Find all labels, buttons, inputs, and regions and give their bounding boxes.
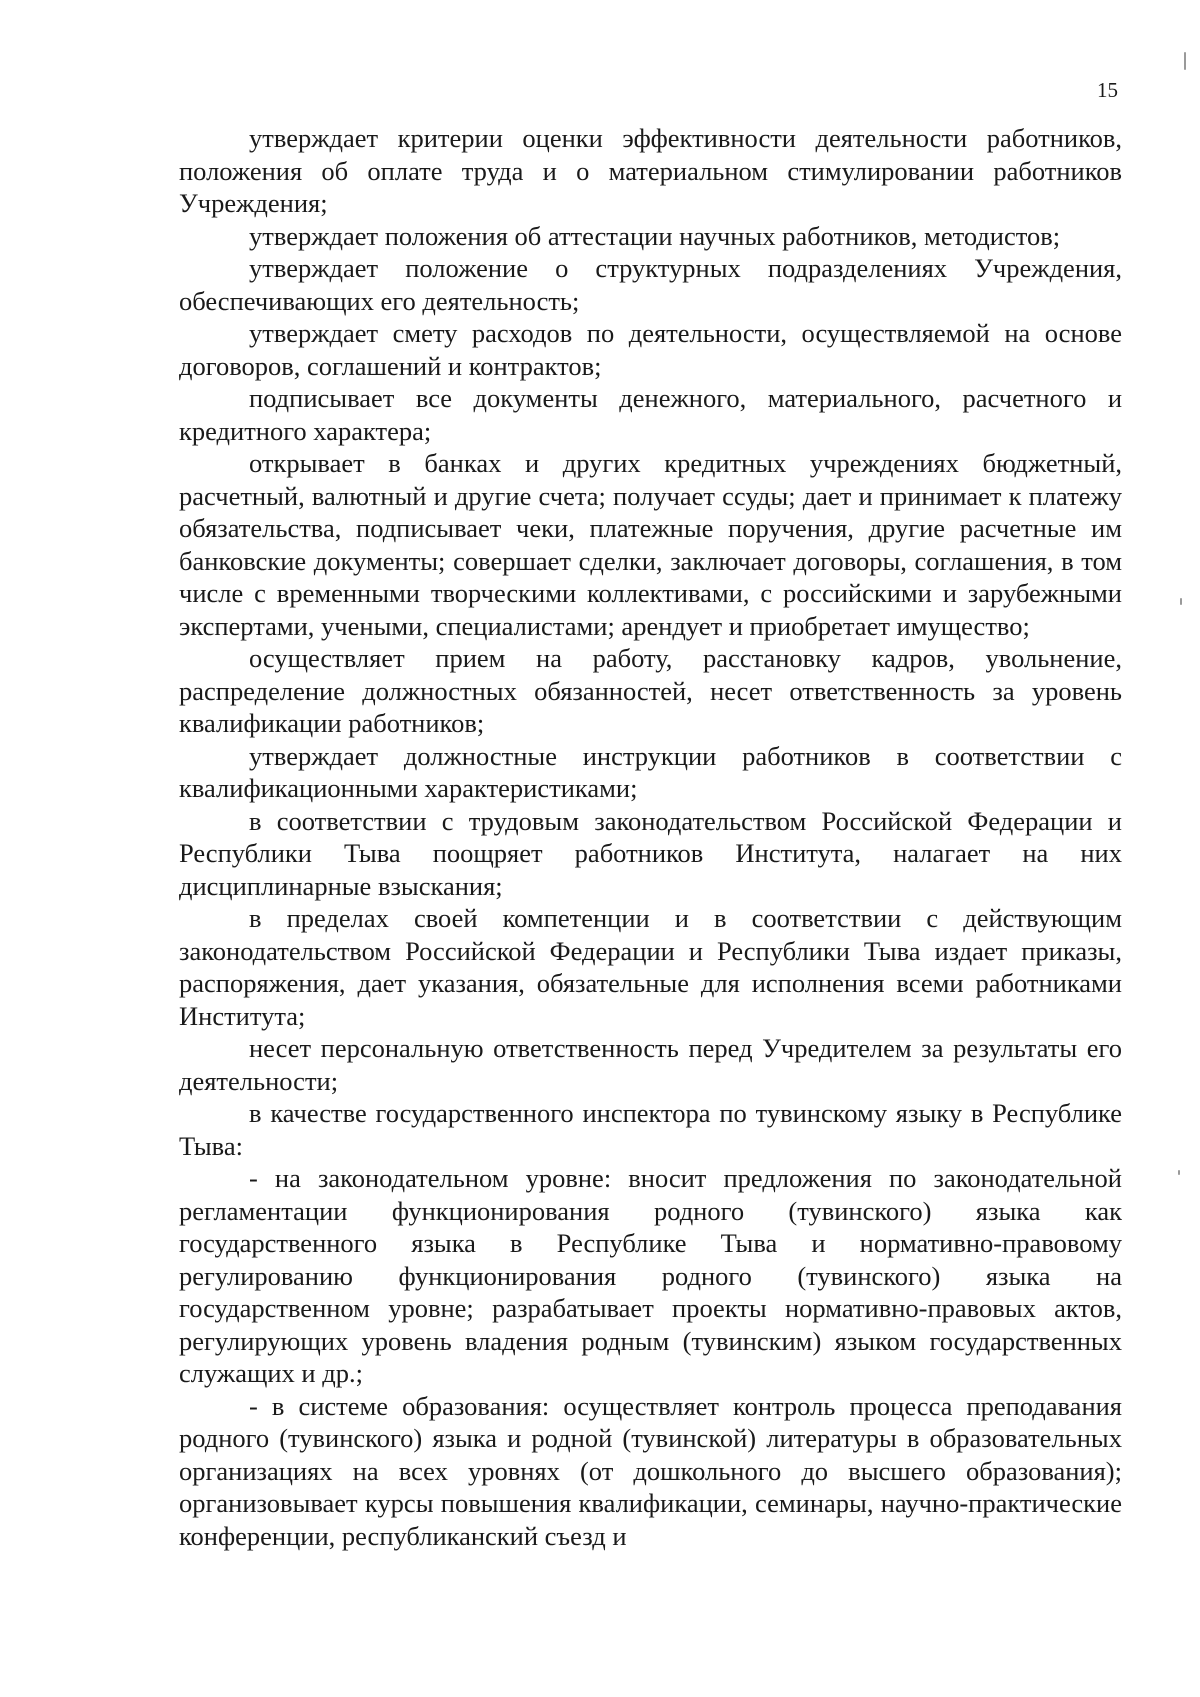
document-body [179, 122, 1122, 1552]
paragraph-9: в соответствии с трудовым законодательством Российской Федерации и Республики Тыва поощряет работников Института, налагает на них дисциплинарные взыскания; [179, 805, 1122, 901]
paragraph-8: утверждает должностные инструкции работников в соответствии с квалификационными характеристиками; [179, 740, 1122, 803]
paragraph-5: подписывает все документы денежного, материального, расчетного и кредитного характера; [179, 383, 1122, 446]
paragraph-10: в пределах своей компетенции и в соответствии с действующим законодательством Российской Федерации и Республики Тыва издает приказы, распоряжения, дает указания, обязательные для исполнения всеми работниками Института; [179, 903, 1122, 1031]
scan-artifact-top [1184, 52, 1186, 70]
paragraph-3: утверждает положение о структурных подразделениях Учреждения, обеспечивающих его деятельность; [179, 253, 1122, 316]
paragraph-6: открывает в банках и других кредитных учреждениях бюджетный, расчетный, валютный и другие счета; получает ссуды; дает и принимает к платежу обязательства, подписывает чеки, платежные поручения, другие расчетные им банковские документы; совершает сделки, заключает договоры, соглашения, в том числе с временными творческими коллективами, с российскими и зарубежными экспертами, учеными, специалистами; арендует и приобретает имущество; [179, 448, 1122, 641]
paragraph-13: - на законодательном уровне: вносит предложения по законодательной регламентации функционирования родного (тувинского) языка как государственного языка в Республике Тыва и нормативно-правовому регулированию функционирования родного (тувинского) языка на государственном уровне; разрабатывает проекты нормативно-правовых актов, регулирующих уровень владения родным (тувинским) языком государственных служащих и др.; [179, 1163, 1122, 1388]
scan-artifact-lower [1178, 1170, 1180, 1175]
page-number: 15 [1097, 78, 1118, 102]
paragraph-7: осуществляет прием на работу, расстановку кадров, увольнение, распределение должностных обязанностей, несет ответственность за уровень квалификации работников; [179, 643, 1122, 738]
paragraph-4: утверждает смету расходов по деятельности, осуществляемой на основе договоров, соглашений и контрактов; [179, 318, 1122, 381]
paragraph-11: несет персональную ответственность перед Учредителем за результаты его деятельности; [179, 1033, 1122, 1096]
paragraph-12: в качестве государственного инспектора по тувинскому языку в Республике Тыва: [179, 1098, 1122, 1161]
scan-artifact-middle [1180, 598, 1182, 605]
paragraph-2: утверждает положения об аттестации научных работников, методистов; [249, 220, 1061, 251]
paragraph-1: утверждает критерии оценки эффективности деятельности работников, положения об оплате труда и о материальном стимулировании работников Учреждения; [179, 123, 1122, 218]
paragraph-14: - в системе образования: осуществляет контроль процесса преподавания родного (тувинского) языка и родной (тувинской) литературы в образовательных организациях на всех уровнях (от дошкольного до высшего образования); организовывает курсы повышения квалификации, семинары, научно-практические конференции, республиканский съезд и [179, 1390, 1122, 1551]
